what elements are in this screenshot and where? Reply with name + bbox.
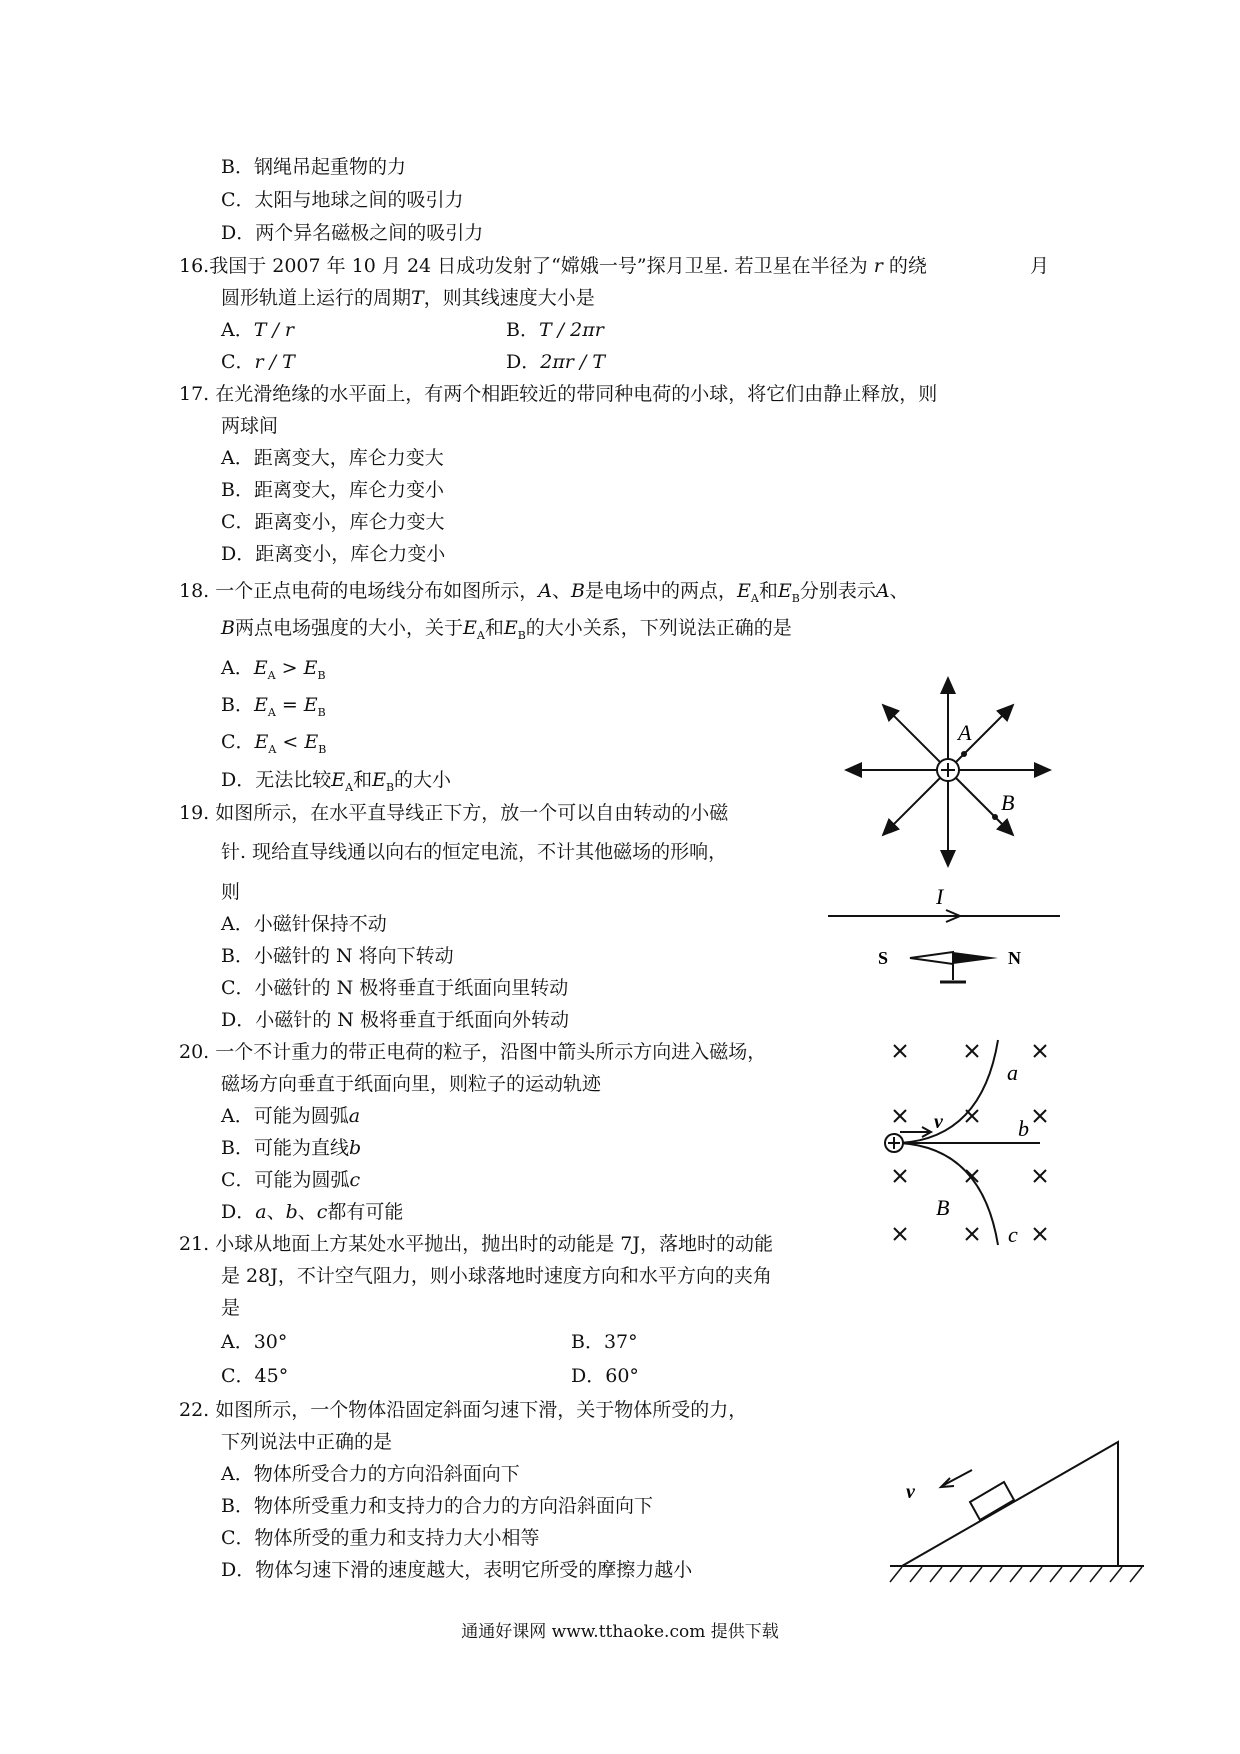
q20-magnetic-field-figure (872, 1030, 1077, 1255)
q17-option-d: D．距离变小，库仑力变小 (221, 543, 446, 565)
q15-option-d: D．两个异名磁极之间的吸引力 (221, 222, 484, 244)
q18-stem-line2: B两点电场强度的大小，关于$E_A$和$E_B$的大小关系，下列说法正确的是 (221, 617, 792, 642)
q15-option-c: C．太阳与地球之间的吸引力 (221, 189, 464, 211)
q17-stem-line1: 17. 在光滑绝缘的水平面上，有两个相距较近的带同种电荷的小球，将它们由静止释放，则 (179, 383, 938, 405)
q22-option-d: D．物体匀速下滑的速度越大，表明它所受的摩擦力越小 (221, 1559, 693, 1581)
q20-option-d: D．a、b、c都有可能 (221, 1201, 404, 1223)
needle-n-half (953, 952, 998, 964)
trajectory-a (900, 1040, 998, 1143)
incline-surface (902, 1442, 1118, 1566)
q19-option-c: C．小磁针的 N 极将垂直于纸面向里转动 (221, 977, 569, 999)
q21-stem-line3: 是 (221, 1297, 241, 1319)
q19-stem-line1: 19. 如图所示，在水平直导线正下方，放一个可以自由转动的小磁 (179, 802, 729, 824)
q18-option-d: D．无法比较$E_A$和$E_B$的大小 (221, 769, 452, 794)
q17-number: 17. (179, 383, 210, 405)
velocity-label: v (934, 1111, 943, 1133)
q22-number: 22. (179, 1399, 210, 1421)
current-label: I (936, 884, 944, 909)
q21-option-c: C．45° (221, 1365, 289, 1387)
q21-option-a: A．30° (221, 1331, 288, 1353)
q22-incline-figure (882, 1420, 1147, 1590)
q20-number: 20. (179, 1041, 210, 1063)
q18-point-b-label: B (1001, 790, 1015, 815)
q21-number: 21. (179, 1233, 210, 1255)
line-b-label: b (1018, 1116, 1029, 1141)
q19-stem-line2: 针. 现给直导线通以向右的恒定电流，不计其他磁场的形响， (221, 841, 728, 863)
q17-option-b: B．距离变大，库仑力变小 (221, 479, 444, 501)
q22-option-b: B．物体所受重力和支持力的合力的方向沿斜面向下 (221, 1495, 653, 1517)
q20-stem-line1: 20. 一个不计重力的带正电荷的粒子，沿图中箭头所示方向进入磁场， (179, 1041, 767, 1063)
q16-option-a: A．T / r (221, 319, 294, 341)
q16-option-b: B．T / 2πr (506, 319, 604, 341)
q19-wire-figure (828, 880, 1063, 990)
q22-stem-line2: 下列说法中正确的是 (221, 1431, 393, 1453)
q20-stem-line2: 磁场方向垂直于纸面向里，则粒子的运动轨迹 (221, 1073, 602, 1095)
ground-hatch (890, 1567, 1142, 1582)
q18-point-a-label: A (958, 720, 972, 745)
q18-stem-line1: 18. 一个正点电荷的电场线分布如图所示，A、B是电场中的两点，$E_A$和$E_B$分别表示A、 (179, 580, 909, 605)
needle-s-label: S (878, 948, 889, 968)
q20-option-a: A．可能为圆弧a (221, 1105, 361, 1127)
q22-stem-line1: 22. 如图所示，一个物体沿固定斜面匀速下滑，关于物体所受的力， (179, 1399, 748, 1421)
velocity-label: v (906, 1481, 915, 1503)
q17-option-c: C．距离变小，库仑力变大 (221, 511, 445, 533)
q16-option-c: C．r / T (221, 351, 295, 373)
q18-option-c: C．$E_A < E_B$ (221, 731, 327, 756)
q18-option-a: A．$E_A > E_B$ (221, 657, 326, 682)
q17-stem-line2: 两球间 (221, 415, 279, 437)
q21-stem-line2: 是 28J，不计空气阻力，则小球落地时速度方向和水平方向的夹角 (221, 1265, 772, 1287)
needle-s-half (910, 952, 953, 964)
q20-option-c: C．可能为圆弧c (221, 1169, 361, 1191)
needle-n-label: N (1008, 948, 1021, 968)
q22-option-a: A．物体所受合力的方向沿斜面向下 (221, 1463, 520, 1485)
q19-option-d: D．小磁针的 N 极将垂直于纸面向外转动 (221, 1009, 569, 1031)
q19-option-b: B．小磁针的 N 将向下转动 (221, 945, 454, 967)
q19-number: 19. (179, 802, 210, 824)
q18-field-figure (838, 670, 1058, 875)
q16-number: 16. (179, 255, 210, 277)
q21-option-d: D．60° (571, 1365, 639, 1387)
q22-option-c: C．物体所受的重力和支持力大小相等 (221, 1527, 540, 1549)
page-footer: 通通好课网 www.tthaoke.com 提供下载 (461, 1622, 779, 1642)
q18-number: 18. (179, 580, 210, 602)
q16-stem-tail: 月 (1030, 255, 1050, 277)
q15-option-b: B．钢绳吊起重物的力 (221, 156, 406, 178)
q18-option-b: B．$E_A = E_B$ (221, 694, 326, 719)
q17-option-a: A．距离变大，库仑力变大 (221, 447, 444, 469)
q16-stem-line2: 圆形轨道上运行的周期T，则其线速度大小是 (221, 287, 595, 309)
q19-option-a: A．小磁针保持不动 (221, 913, 387, 935)
q21-stem-line1: 21. 小球从地面上方某处水平抛出，抛出时的动能是 7J，落地时的动能 (179, 1233, 774, 1255)
q20-option-b: B．可能为直线b (221, 1137, 362, 1159)
q16-stem-line1: 16.我国于 2007 年 10 月 24 日成功发射了“嫦娥一号”探月卫星. 若卫星在半径为 r 的绕 (179, 255, 927, 277)
q16-option-d: D．2πr / T (506, 351, 606, 373)
q19-stem-line3: 则 (221, 881, 241, 903)
velocity-arrow (942, 1470, 972, 1486)
arc-a-label: a (1007, 1060, 1018, 1085)
trajectory-c (900, 1143, 998, 1245)
field-b-label: B (936, 1195, 950, 1220)
q21-option-b: B．37° (571, 1331, 638, 1353)
arc-c-label: c (1008, 1222, 1018, 1247)
